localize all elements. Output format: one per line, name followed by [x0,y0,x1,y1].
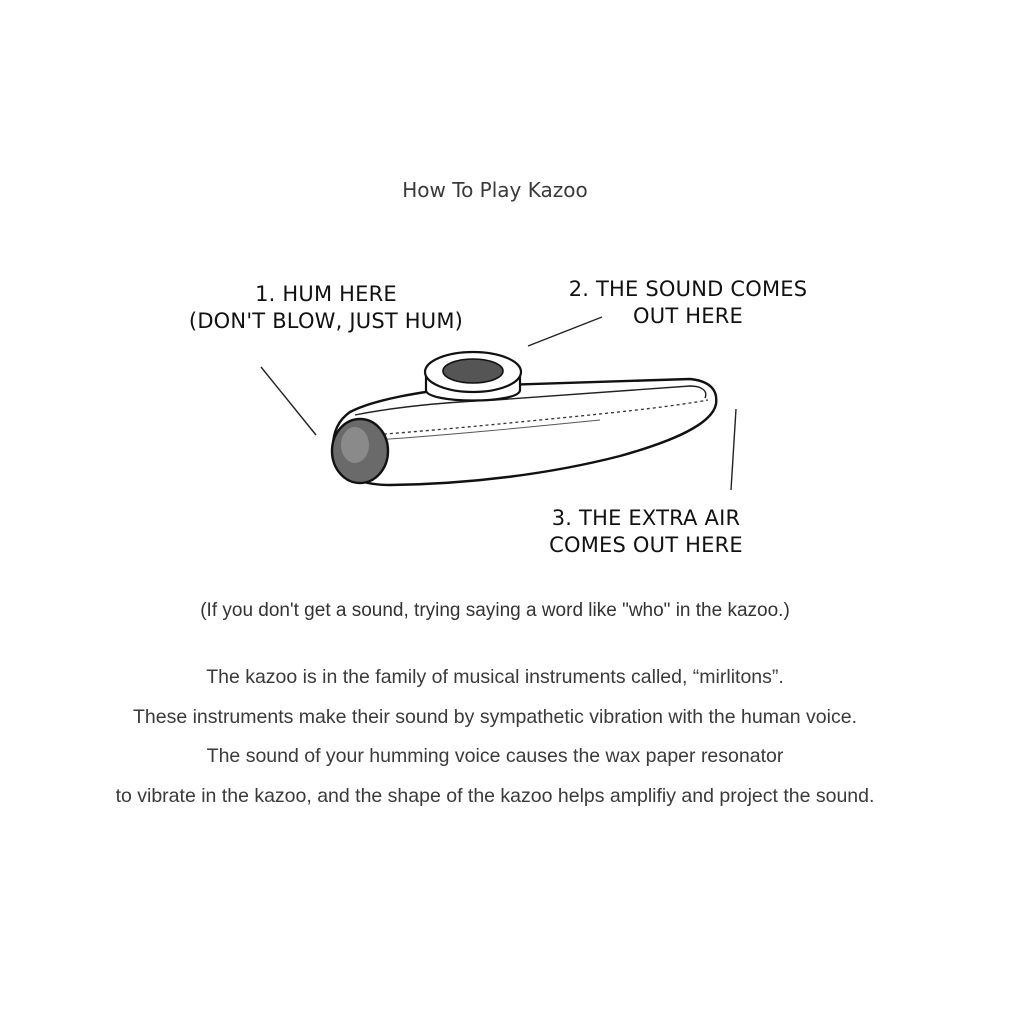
description-block [0,658,990,816]
description-line-4: to vibrate in the kazoo, and the shape of the kazoo helps amplifiy and project the sound. [115,784,875,807]
tip-note: (If you don't get a sound, trying saying a word like "who" in the kazoo.) [200,600,790,621]
callout-extra-air-line-1: 3. THE EXTRA AIR [551,506,741,530]
kazoo-illustration [332,352,716,485]
leader-line-sound [528,317,602,346]
description-line-1: The kazoo is in the family of musical instruments called, “mirlitons”. [206,666,784,688]
callout-hum-here-line-1: 1. HUM HERE [255,282,397,306]
callout-sound-out-line-2: OUT HERE [633,304,743,328]
callout-extra-air-line-2: COMES OUT HERE [549,533,743,557]
leader-line-extra-air [731,409,736,490]
page-title: How To Play Kazoo [402,178,588,202]
kazoo-diagram [150,262,850,572]
kazoo-mouth-shade [341,427,369,463]
leader-line-hum [261,367,316,435]
callout-hum-here-line-2: (DON'T BLOW, JUST HUM) [188,309,464,333]
description-line-3: The sound of your humming voice causes the wax paper resonator [206,745,784,767]
kazoo-body [333,379,716,485]
kazoo-resonator-hole [443,359,503,383]
description-line-2: These instruments make their sound by sympathetic vibration with the human voice. [132,705,857,728]
callout-sound-out-line-1: 2. THE SOUND COMES [568,277,808,301]
